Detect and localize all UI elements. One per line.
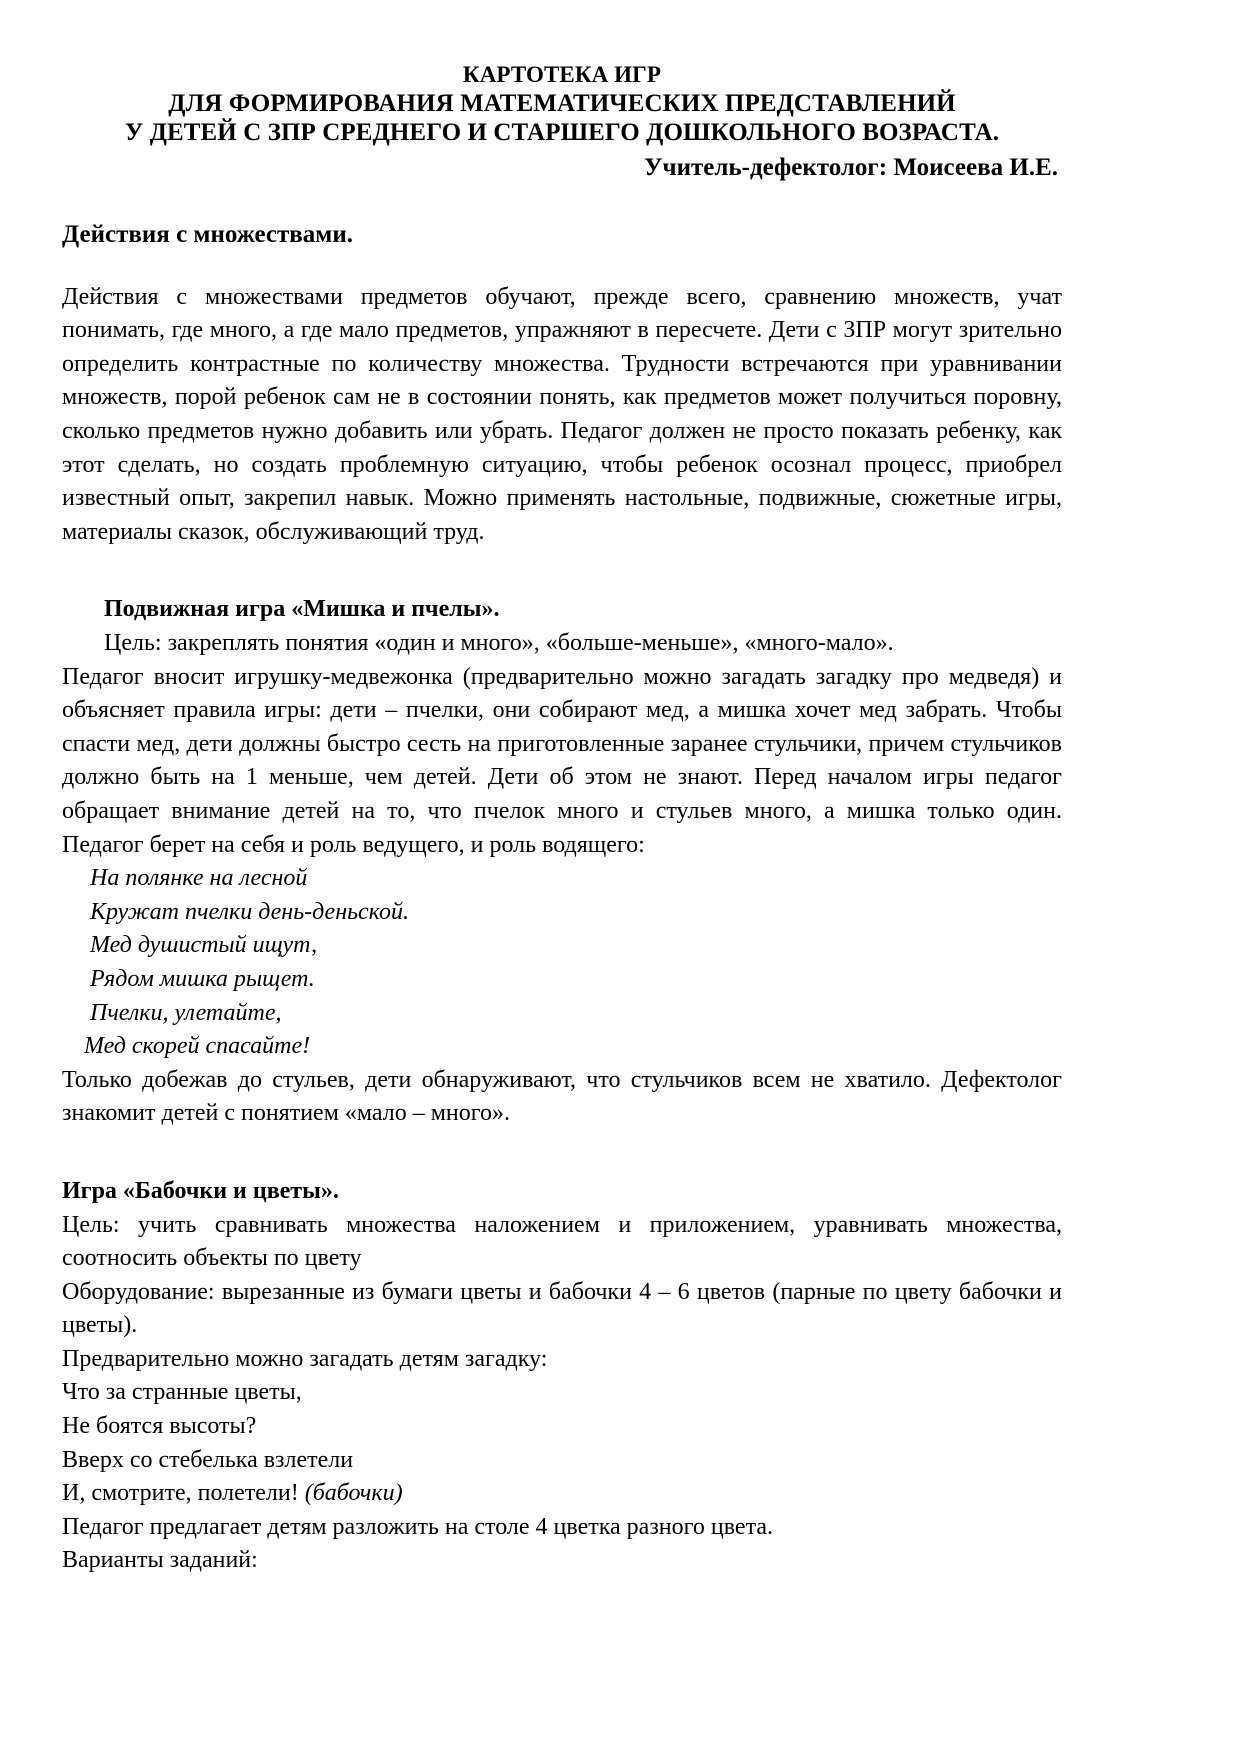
game-heading-mishka-i-pchely: Подвижная игра «Мишка и пчелы». [104,596,500,623]
game1-poem [62,862,1062,1064]
game2-variants-label: Варианты заданий: [62,1547,258,1574]
title-line-3: У ДЕТЕЙ С ЗПР СРЕДНЕГО И СТАРШЕГО ДОШКОЛЬНОГО ВОЗРАСТА. [124,119,1000,147]
poem-line: Кружат пчелки день-деньской. [90,898,409,925]
title-line-2: ДЛЯ ФОРМИРОВАНИЯ МАТЕМАТИЧЕСКИХ ПРЕДСТАВЛЕНИЙ [168,89,956,117]
riddle-line-with-answer [62,1477,1062,1511]
game2-riddle [62,1376,1062,1510]
game-heading-babochki-i-cvety: Игра «Бабочки и цветы». [62,1177,339,1204]
poem-line: Рядом мишка рыщет. [90,965,315,992]
poem-line: Мед скорей спасайте! [84,1033,311,1060]
section-heading-sets: Действия с множествами. [62,221,353,249]
author-byline: Учитель-дефектолог: Моисеева И.Е. [644,154,1058,182]
riddle-last-line: И, смотрите, полетели! [62,1480,305,1507]
riddle-line: Что за странные цветы, [62,1379,302,1406]
spacer [62,549,1062,593]
spacer [62,1131,1062,1175]
poem-line: Пчелки, улетайте, [90,999,282,1026]
game1-conclusion: Только добежав до стульев, дети обнаруживают, что стульчиков всем не хватило. Дефектолог знакомит детей с понятием «мало – много». [62,1066,1062,1127]
spacer [62,251,1062,281]
game2-instruction: Педагог предлагает детям разложить на столе 4 цветка разного цвета. [62,1513,774,1540]
game2-riddle-intro: Предварительно можно загадать детям загадку: [62,1345,548,1372]
riddle-line: Не боятся высоты? [62,1413,257,1440]
riddle-answer: (бабочки) [304,1480,403,1507]
game2-goal: Цель: учить сравнивать множества наложением и приложением, уравнивать множества, соотносить объекты по цвету [62,1211,1062,1272]
document-body [62,62,1062,1578]
poem-line: Мед душистый ищут, [90,932,318,959]
game2-equipment: Оборудование: вырезанные из бумаги цветы и бабочки 4 – 6 цветов (парные по цвету бабочки и цветы). [62,1278,1062,1339]
document-title [62,62,1062,147]
game1-goal: Цель: закреплять понятия «один и много», «больше-меньше», «много-мало». [104,630,894,656]
title-line-1: КАРТОТЕКА ИГР [462,62,662,87]
intro-paragraph: Действия с множествами предметов обучают, прежде всего, сравнению множеств, учат понимать, где много, а где мало предметов, упражняют в пересчете. Дети с ЗПР могут зрительно определить контрастные по количеству множества. Трудности встречаются при уравнивании множеств, порой ребенок сам не в состоянии понять, как предметов может получиться поровну, сколько предметов нужно добавить или убрать. Педагог должен не просто показать ребенку, как этот сделать, но создать проблемную ситуацию, чтобы ребенок осознал процесс, приобрел известный опыт, закрепил навык. Можно применять настольные, подвижные, сюжетные игры, материалы сказок, обслуживающий труд. [62,283,1062,545]
riddle-line: Вверх со стебелька взлетели [62,1446,354,1473]
game1-description: Педагог вносит игрушку-медвежонка (предварительно можно загадать загадку про медведя) и объясняет правила игры: дети – пчелки, они собирают мед, а мишка хочет мед забрать. Чтобы спасти мед, дети должны быстро сесть на приготовленные заранее стульчики, причем стульчиков должно быть на 1 меньше, чем детей. Дети об этом не знают. Перед началом игры педагог обращает внимание детей на то, что пчелок много и стульев много, а мишка только один. Педагог берет на себя и роль ведущего, и роль водящего: [62,663,1062,858]
poem-line: На полянке на лесной [90,865,308,892]
